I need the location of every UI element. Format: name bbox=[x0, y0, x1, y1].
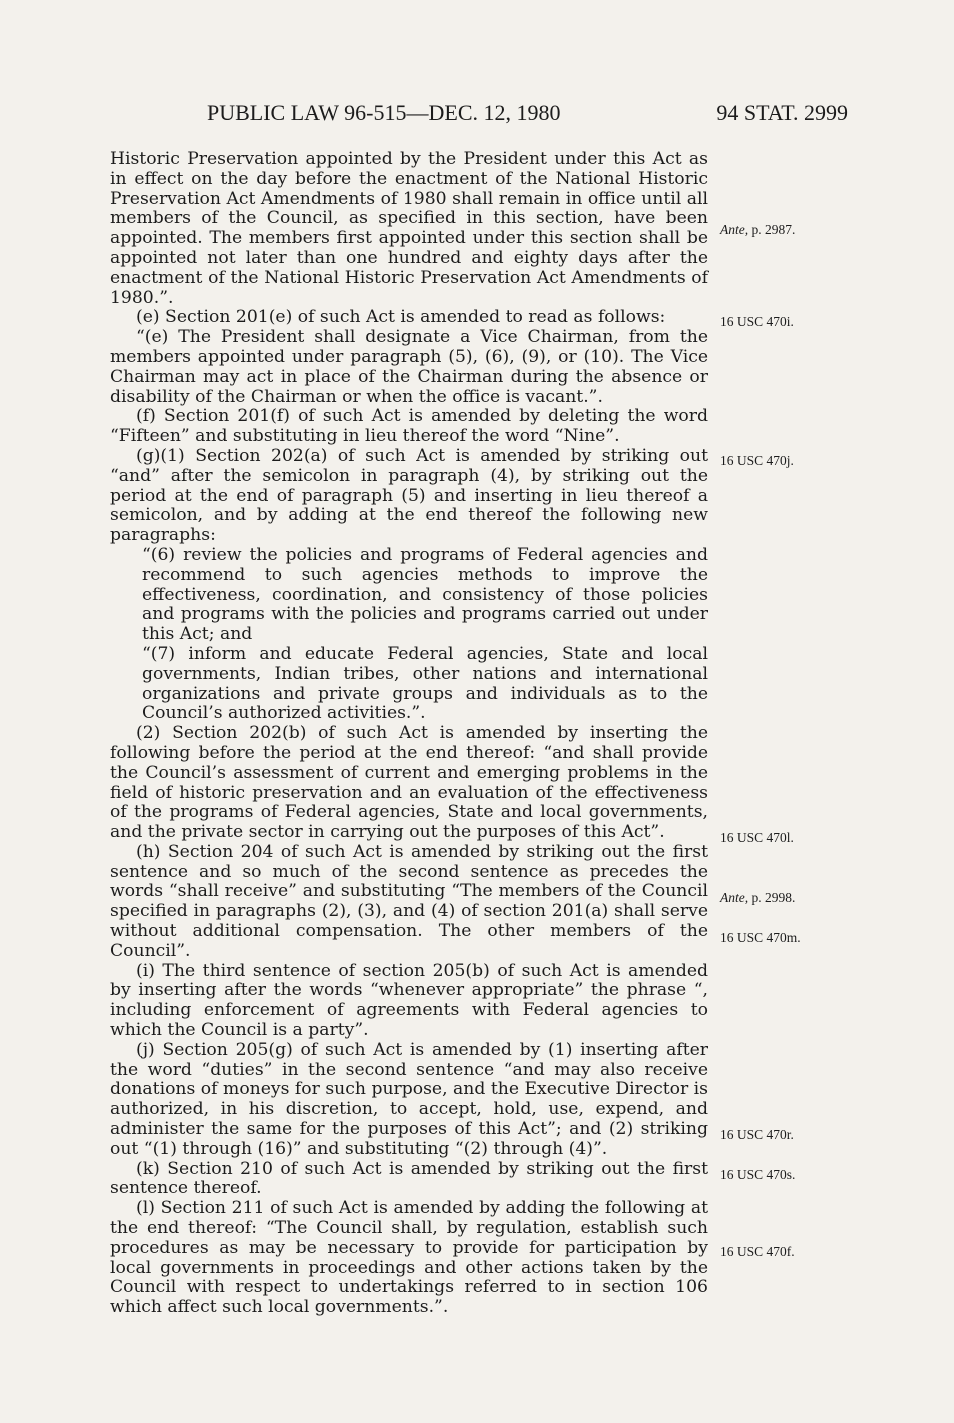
header-title: PUBLIC LAW 96-515—DEC. 12, 1980 bbox=[207, 100, 561, 125]
margin-note-470m: 16 USC 470m. bbox=[720, 930, 801, 945]
header-page-number: 94 STAT. 2999 bbox=[716, 100, 848, 125]
paragraph-e-quoted: “(e) The President shall designate a Vice Chairman, from the members appointed under paragraph (5), (6), (9), or (10). The Vice Chairman may act in place of the Chairman during the absence or disability of the Chairman or when the office is vacant.”. bbox=[110, 327, 708, 407]
margin-note-470f: 16 USC 470f. bbox=[720, 1244, 795, 1259]
paragraph-g1-item-7: “(7) inform and educate Federal agencies, State and local governments, Indian tribes, other nations and international organizations and private groups and individuals as to the Council’s authorized activities.”. bbox=[142, 643, 708, 724]
paragraph-g2: (2) Section 202(b) of such Act is amended by inserting the following before the period at the end thereof: “and shall provide the Council’s assessment of current and emerging problems in the field of historic preservation and an evaluation of the effectiveness of the programs of Federal agencies, State and local governments, and the private sector in carrying out the purposes of this Act”. bbox=[110, 723, 708, 843]
paragraph-f: (f) Section 201(f) of such Act is amended by deleting the word “Fifteen” and substituting in lieu thereof the word “Nine”. bbox=[110, 406, 708, 447]
paragraph-e: (e) Section 201(e) of such Act is amended to read as follows: bbox=[136, 307, 666, 328]
margin-note-ante-2987 bbox=[720, 222, 795, 238]
margin-note-470s: 16 USC 470s. bbox=[720, 1167, 796, 1182]
margin-note-ante-page: p. 2998. bbox=[748, 890, 796, 905]
margin-note-ante-italic: Ante, bbox=[720, 222, 749, 237]
statute-body bbox=[110, 150, 708, 1318]
running-header bbox=[150, 100, 850, 130]
paragraph-j: (j) Section 205(g) of such Act is amended by (1) inserting after the word “duties” in the second sentence “and may also receive donations of moneys for such purpose, and the Executive Director is authorized, in his discretion, to accept, hold, use, expend, and administer the same for the purposes of this Act”; and (2) striking out “(1) through (16)” and substituting “(2) through (4)”. bbox=[110, 1039, 708, 1159]
margin-note-470l: 16 USC 470l. bbox=[720, 830, 794, 845]
margin-note-470i: 16 USC 470i. bbox=[720, 314, 794, 329]
paragraph-k: (k) Section 210 of such Act is amended by striking out the first sentence thereof. bbox=[110, 1158, 708, 1199]
margin-note-470j: 16 USC 470j. bbox=[720, 453, 794, 468]
paragraph-h: (h) Section 204 of such Act is amended by striking out the first sentence and so much of the second sentence as precedes the words “shall receive” and substituting “The members of the Council specified in paragraphs (2), (3), and (4) of section 201(a) shall serve without additional compensation. The other members of the Council”. bbox=[110, 841, 708, 961]
paragraph-g1-item-6: “(6) review the policies and programs of Federal agencies and recommend to such agencies methods to improve the effectiveness, coordination, and consistency of those policies and programs with the policies and programs carried out under this Act; and bbox=[142, 544, 708, 645]
paragraph-continuation: Historic Preservation appointed by the President under this Act as in effect on the day before the enactment of the National Historic Preservation Act Amendments of 1980 shall remain in office until all members of the Council, as specified in this section, have been appointed. The members first appointed under this section shall be appointed not later than one hundred and eighty days after the enactment of the National Historic Preservation Act Amendments of 1980.”. bbox=[110, 149, 708, 308]
margin-note-ante-2998 bbox=[720, 890, 795, 906]
paragraph-g1: (g)(1) Section 202(a) of such Act is amended by striking out “and” after the semicolon in paragraph (4), by striking out the period at the end of paragraph (5) and inserting in lieu thereof a semicolon, and by adding at the end thereof the following new paragraphs: bbox=[110, 445, 708, 546]
margin-note-470r: 16 USC 470r. bbox=[720, 1127, 794, 1142]
paragraph-i: (i) The third sentence of section 205(b) of such Act is amended by inserting after the words “whenever appropriate” the phrase “, including enforcement of agreements with Federal agencies to which the Council is a party”. bbox=[110, 960, 708, 1041]
margin-note-ante-page: p. 2987. bbox=[748, 222, 796, 237]
margin-note-ante-italic: Ante, bbox=[720, 890, 749, 905]
paragraph-l: (l) Section 211 of such Act is amended by adding the following at the end thereof: “The Council shall, by regulation, establish such procedures as may be necessary to provide for participation by local governments in proceedings and other actions taken by the Council with respect to undertakings referred to in section 106 which affect such local governments.”. bbox=[110, 1198, 708, 1318]
